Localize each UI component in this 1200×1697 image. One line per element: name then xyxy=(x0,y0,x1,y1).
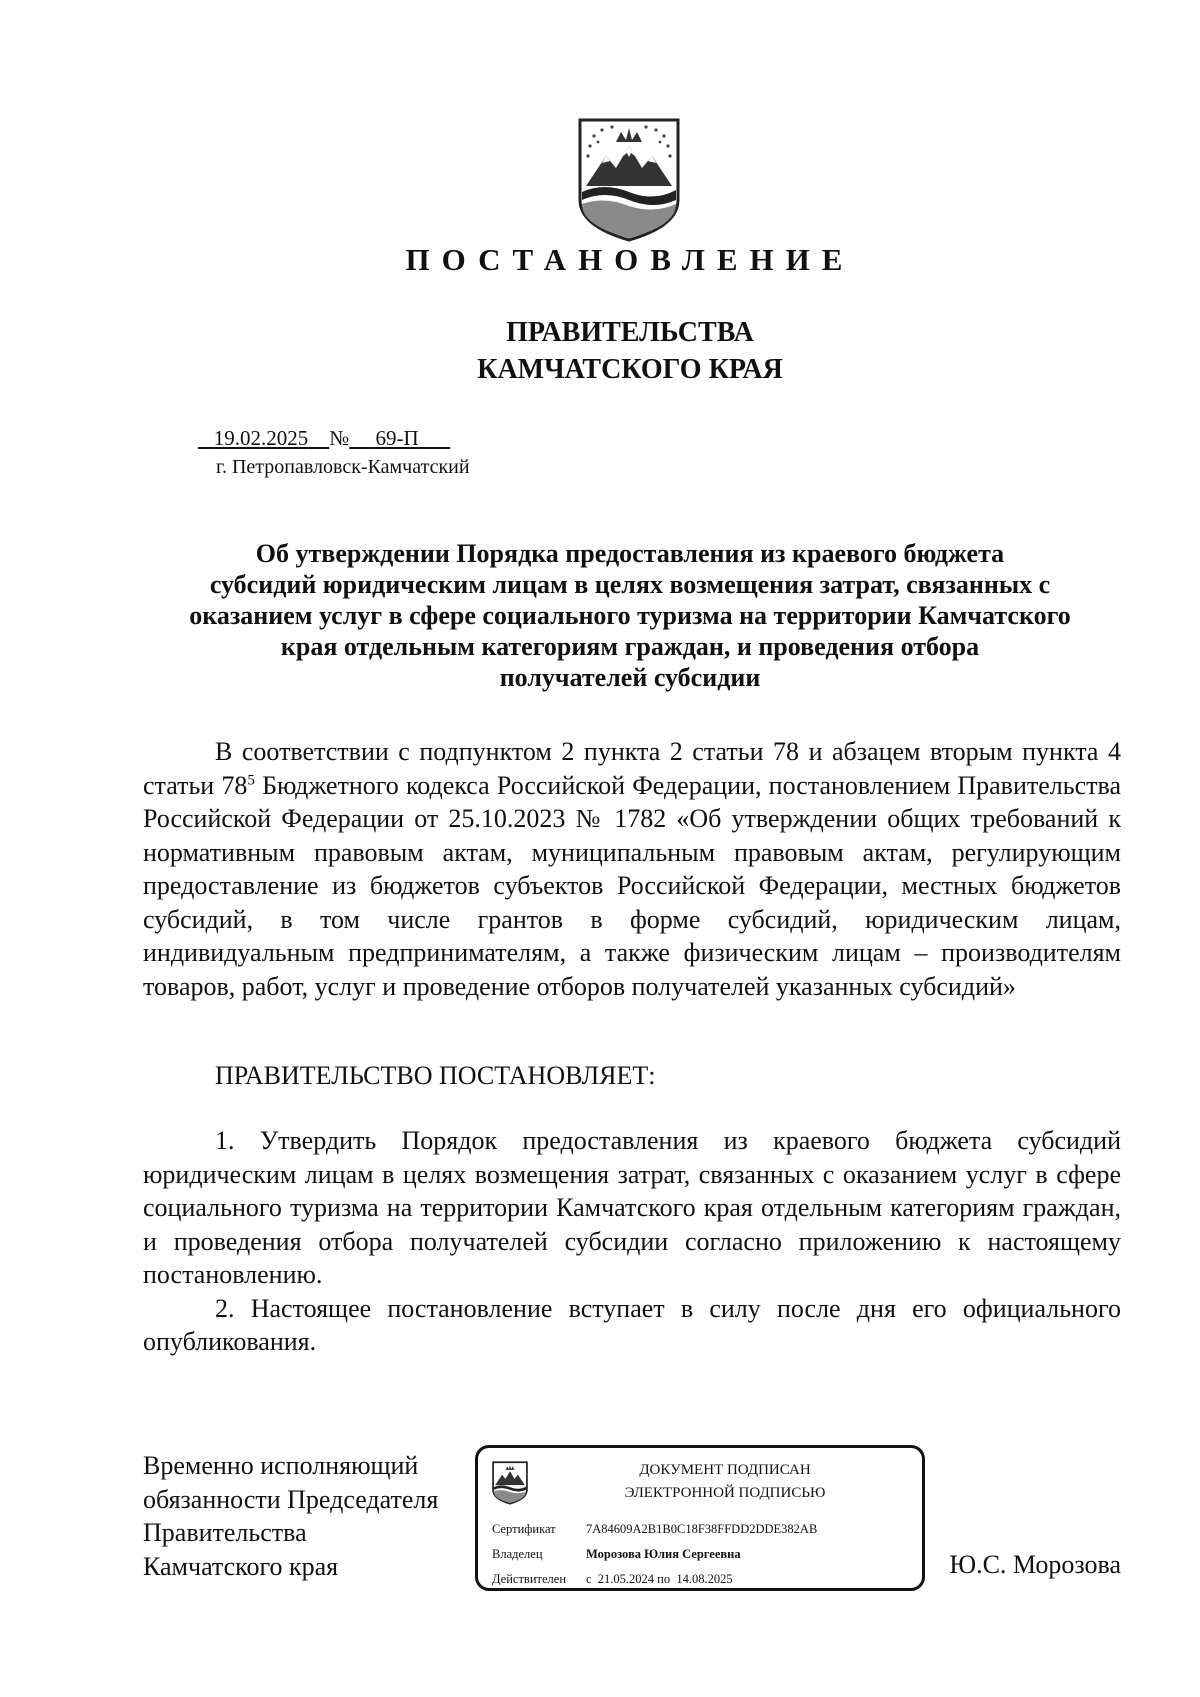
certificate-value: 7A84609A2B1B0C18F38FFDD2DDE382AB xyxy=(586,1522,818,1536)
validity-value: с 21.05.2024 по 14.08.2025 xyxy=(586,1572,733,1586)
stamp-label: Владелец xyxy=(492,1547,543,1561)
subject-line: оказанием услуг в сфере социального туризма на территории Камчатского xyxy=(189,601,1071,630)
stamp-heading xyxy=(538,1459,912,1505)
authority-line: ПРАВИТЕЛЬСТВА xyxy=(506,317,754,348)
stamp-emblem-icon xyxy=(491,1460,529,1506)
article-superscript: 5 xyxy=(247,771,255,788)
subject-line: получателей субсидии xyxy=(499,663,761,692)
signer-title-line: Камчатского края xyxy=(143,1551,339,1581)
resolves-heading: ПРАВИТЕЛЬСТВО ПОСТАНОВЛЯЕТ: xyxy=(215,1061,656,1090)
issuing-authority xyxy=(0,314,1200,388)
preamble xyxy=(143,735,1121,1003)
stamp-heading-line: ЭЛЕКТРОННОЙ ПОДПИСЬЮ xyxy=(624,1485,826,1501)
preamble-text: В соответствии с подпунктом 2 пункта 2 статьи 78 и абзацем вторым пункта 4 статьи 78 xyxy=(143,737,1121,800)
registration-line xyxy=(198,426,450,451)
document-number: 69-П xyxy=(375,426,419,450)
signer-title xyxy=(143,1449,438,1583)
signer-title-line: Правительства xyxy=(143,1518,307,1547)
number-sign: № xyxy=(329,426,350,450)
stamp-validity-row xyxy=(492,1572,733,1587)
subject-line: края отдельным категориям граждан, и проведения отбора xyxy=(280,632,980,661)
resolution-items xyxy=(143,1124,1121,1359)
subject-line: Об утверждении Порядка предоставления из краевого бюджета xyxy=(255,539,1005,568)
stamp-certificate-row xyxy=(492,1522,817,1537)
subject-line: субсидий юридическим лицам в целях возмещения затрат, связанных с xyxy=(209,570,1051,599)
electronic-signature-stamp xyxy=(475,1445,925,1591)
resolution-item: 2. Настоящее постановление вступает в силу после дня его официального опубликования. xyxy=(143,1293,1121,1356)
coat-of-arms-icon xyxy=(574,116,684,244)
stamp-owner-row xyxy=(492,1547,741,1562)
owner-value: Морозова Юлия Сергеевна xyxy=(586,1547,741,1561)
place-of-issue: г. Петропавловск-Камчатский xyxy=(216,456,470,478)
authority-line: КАМЧАТСКОГО КРАЯ xyxy=(477,354,783,385)
stamp-label: Действителен xyxy=(492,1572,567,1586)
document-type: ПОСТАНОВЛЕНИЕ xyxy=(405,242,855,277)
signer-title-line: обязанности Председателя xyxy=(143,1484,439,1514)
stamp-heading-line: ДОКУМЕНТ ПОДПИСАН xyxy=(639,1462,811,1478)
signer-title-line: Временно исполняющий xyxy=(143,1451,419,1480)
signer-name: Ю.С. Морозова xyxy=(949,1550,1121,1579)
preamble-text: Бюджетного кодекса Российской Федерации, постановлением Правительства Российской Федерации от 25.10.2023 № 1782 «Об утверждении общих требований к нормативным правовым актам, муниципальным правовым актам, регулирующим предоставление из бюджетов субъектов Российской Федерации, местных бюджетов субсидий, в том числе грантов в форме субсидий, юридическим лицам, индивидуальным предпринимателям, а также физическим лицам – производителям товаров, работ, услуг и проведение отборов получателей указанных субсидий» xyxy=(143,770,1121,1001)
resolution-item: 1. Утвердить Порядок предоставления из краевого бюджета субсидий юридическим лицам в целях возмещения затрат, связанных с оказанием услуг в сфере социального туризма на территории Камчатского края отдельным категориям граждан, и проведения отбора получателей субсидии согласно приложению к настоящему постановлению. xyxy=(143,1126,1121,1289)
document-subject xyxy=(140,538,1120,693)
document-date: 19.02.2025 xyxy=(213,426,309,450)
stamp-label: Сертификат xyxy=(492,1522,556,1536)
